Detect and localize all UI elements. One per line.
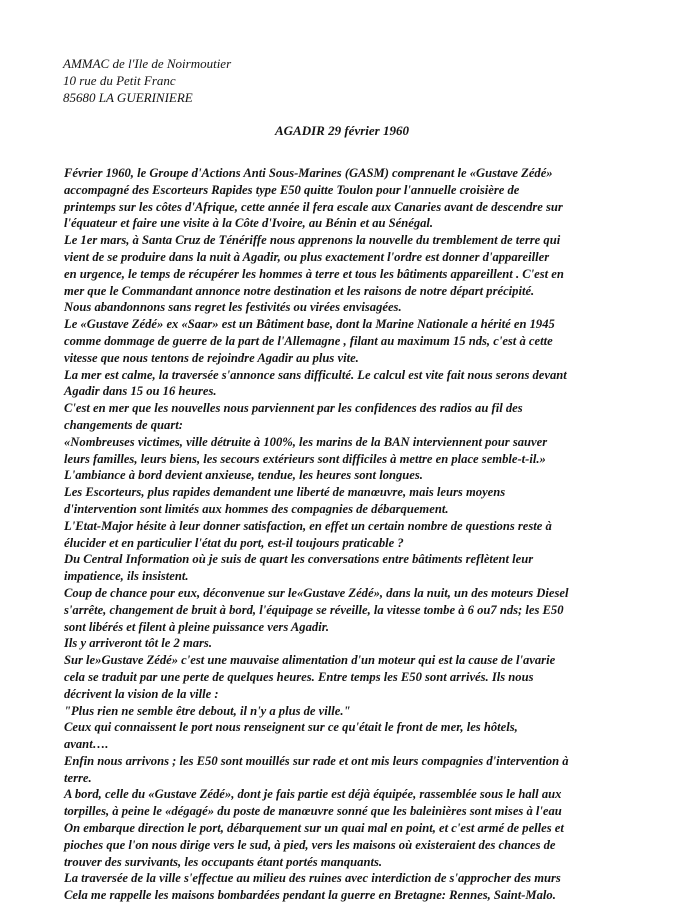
text-line: d'intervention sont limités aux hommes des compagnies de débarquement. bbox=[64, 501, 449, 516]
text-line: Enfin nous arrivons ; les E50 sont mouillés sur rade et ont mis leurs compagnies d'intervention à bbox=[64, 753, 569, 768]
text-line: Du Central Information où je suis de quart les conversations entre bâtiments reflètent leur bbox=[64, 552, 534, 567]
text-line: sont libérés et filent à pleine puissance vers Agadir. bbox=[64, 619, 330, 634]
text-line: Ceux qui connaissent le port nous renseignent sur ce qu'était le front de mer, les hôtels, bbox=[64, 720, 518, 735]
text-line: Février 1960, le Groupe d'Actions Anti Sous-Marines (GASM) comprenant le «Gustave Zédé» bbox=[64, 166, 553, 180]
text-line: changements de quart: bbox=[64, 417, 183, 432]
text-line: impatience, ils insistent. bbox=[64, 569, 189, 584]
text-line: élucider et en particulier l'état du port, est-il toujours praticable ? bbox=[64, 535, 404, 550]
text-line: "Plus rien ne semble être debout, il n'y a plus de ville." bbox=[64, 703, 351, 718]
text-line: Le «Gustave Zédé» ex «Saar» est un Bâtiment base, dont la Marine Nationale a hérité en 1945 bbox=[64, 317, 555, 332]
address-line: 85680 LA GUERINIERE bbox=[63, 90, 193, 105]
text-line: La mer est calme, la traversée s'annonce sans difficulté. Le calcul est vite fait nous serons devant bbox=[64, 367, 567, 382]
text-line: Sur le»Gustave Zédé» c'est une mauvaise alimentation d'un moteur qui est la cause de l'avarie bbox=[64, 653, 556, 668]
text-line: Les Escorteurs, plus rapides demandent une liberté de manœuvre, mais leurs moyens bbox=[64, 485, 506, 500]
text-line: avant…. bbox=[64, 737, 109, 752]
text-line: vient de se produire dans la nuit à Agadir, ou plus exactement l'ordre est donner d'appareiller bbox=[64, 249, 550, 264]
text-line: torpilles, à peine le «dégagé» du poste de manœuvre sonné que les baleinières sont mises à l'eau bbox=[64, 804, 562, 819]
text-line: Cela me rappelle les maisons bombardées pendant la guerre en Bretagne: Rennes, Saint-Malo. bbox=[64, 888, 556, 903]
text-line: La traversée de la ville s'effectue au milieu des ruines avec interdiction de s'approcher des murs bbox=[64, 871, 561, 886]
text-line: terre. bbox=[64, 770, 92, 785]
text-line: Ils y arriveront tôt le 2 mars. bbox=[64, 636, 212, 651]
text-line: décrivent la vision de la ville : bbox=[64, 686, 219, 701]
letter-body bbox=[64, 165, 694, 904]
text-line: Nous abandonnons sans regret les festivités ou virées envisagées. bbox=[64, 300, 402, 315]
address-line: 10 rue du Petit Franc bbox=[63, 73, 176, 88]
text-line: comme dommage de guerre de la part de l'Allemagne , filant au maximum 15 nds, c'est à cette bbox=[64, 333, 553, 348]
text-line: cela se traduit par une perte de quelques heures. Entre temps les E50 sont arrivés. Ils nous bbox=[64, 669, 534, 684]
text-line: Coup de chance pour eux, déconvenue sur le«Gustave Zédé», dans la nuit, un des moteurs Diesel bbox=[64, 585, 569, 600]
text-line: On embarque direction le port, débarquement sur un quai mal en point, et c'est armé de pelles et bbox=[64, 821, 564, 836]
text-line: C'est en mer que les nouvelles nous parviennent par les confidences des radios au fil des bbox=[64, 401, 523, 416]
text-line: L'Etat-Major hésite à leur donner satisfaction, en effet un certain nombre de questions reste à bbox=[64, 518, 552, 533]
text-line: accompagné des Escorteurs Rapides type E50 quitte Toulon pour l'annuelle croisière de bbox=[64, 182, 520, 197]
sender-address bbox=[63, 55, 231, 106]
text-line: trouver des survivants, les occupants étant portés manquants. bbox=[64, 854, 383, 869]
text-line: L'ambiance à bord devient anxieuse, tendue, les heures sont longues. bbox=[64, 468, 423, 483]
text-line: pioches que l'on nous dirige vers le sud, à pied, vers les maisons où existeraient des chances de bbox=[64, 837, 556, 852]
dateline: AGADIR 29 février 1960 bbox=[275, 123, 409, 138]
text-line: printemps sur les côtes d'Afrique, cette année il fera escale aux Canaries avant de descendre sur bbox=[64, 199, 563, 214]
text-line: Agadir dans 15 ou 16 heures. bbox=[64, 384, 217, 399]
text-line: A bord, celle du «Gustave Zédé», dont je fais partie est déjà équipée, rassemblée sous le hall aux bbox=[64, 787, 562, 802]
text-line: vitesse que nous tentons de rejoindre Agadir au plus vite. bbox=[64, 350, 359, 365]
text-line: Le 1er mars, à Santa Cruz de Ténériffe nous apprenons la nouvelle du tremblement de terre qui bbox=[64, 233, 561, 248]
text-line: l'équateur et faire une visite à la Côte d'Ivoire, au Bénin et au Sénégal. bbox=[64, 216, 434, 231]
text-line: s'arrête, changement de bruit à bord, l'équipage se réveille, la vitesse tombe à 6 ou7 nds; les E50 bbox=[64, 602, 564, 617]
text-line: mer que le Commandant annonce notre destination et les raisons de notre départ précipité. bbox=[64, 283, 535, 298]
text-line: «Nombreuses victimes, ville détruite à 100%, les marins de la BAN interviennent pour sauver bbox=[64, 434, 548, 449]
text-line: en urgence, le temps de récupérer les hommes à terre et tous les bâtiments appareillent . C'est en bbox=[64, 266, 564, 281]
address-line: AMMAC de l'Ile de Noirmoutier bbox=[63, 56, 232, 71]
text-line: leurs familles, leurs biens, les secours extérieurs sont difficiles à mettre en place semble-t-il.» bbox=[64, 451, 546, 466]
